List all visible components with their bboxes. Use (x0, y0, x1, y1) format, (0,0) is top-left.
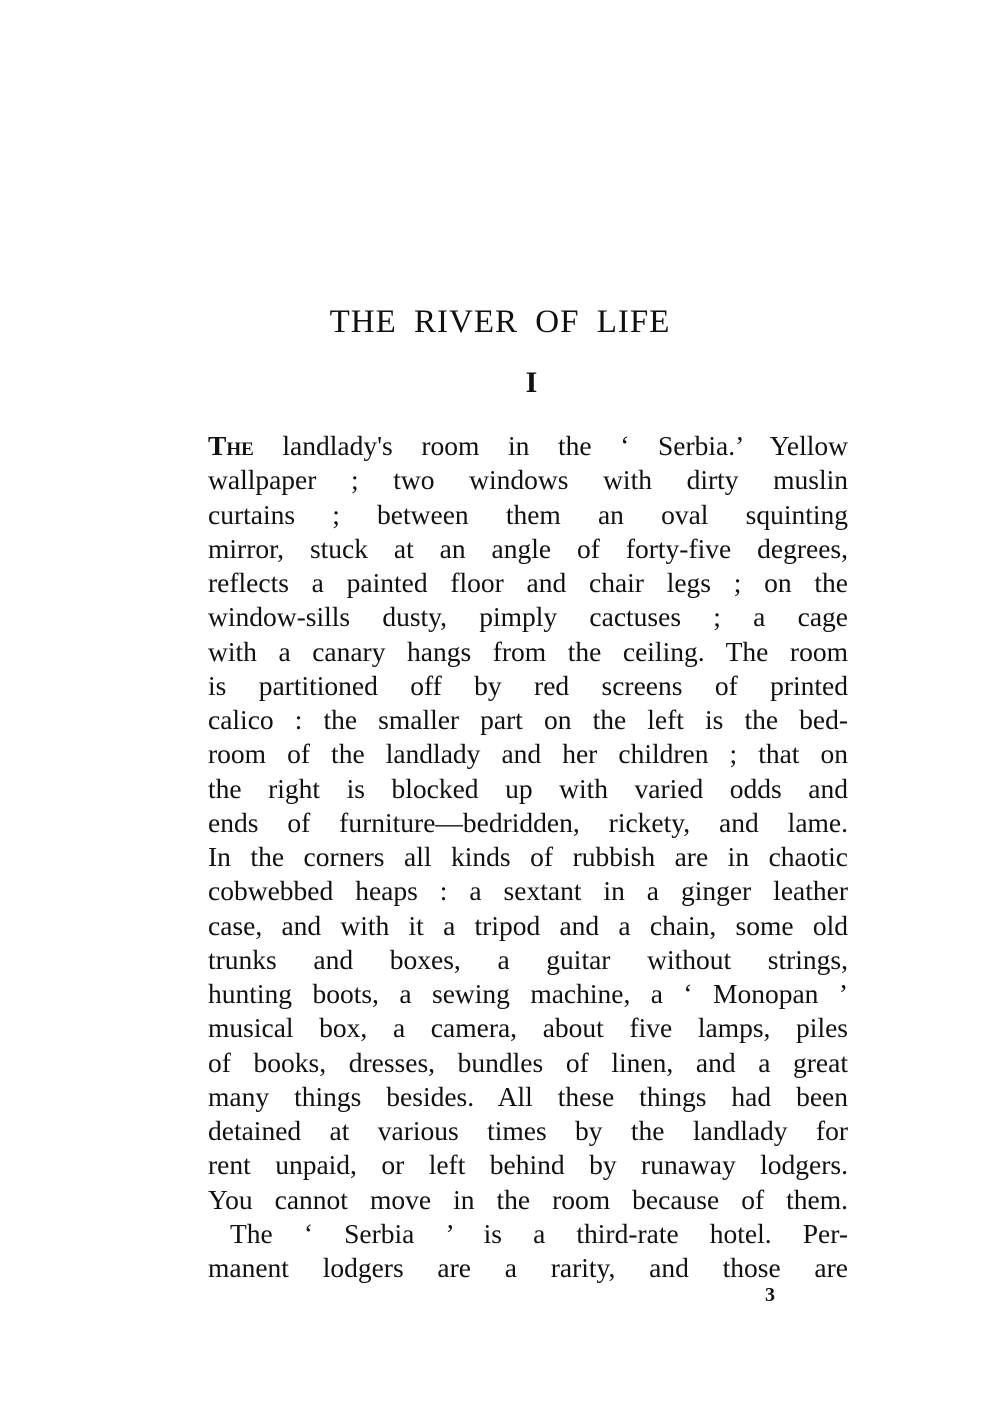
drop-word: The (208, 430, 254, 461)
text-line: In the corners all kinds of rubbish are in chaotic (208, 841, 848, 872)
text-line: reflects a painted floor and chair legs ; on the (208, 567, 848, 598)
text-line: window-sills dusty, pimply cactuses ; a cage (208, 601, 848, 633)
text-line: manent lodgers are a rarity, and those are (208, 1252, 848, 1283)
text-line: trunks and boxes, a guitar without strings, (208, 943, 848, 975)
text-line: curtains ; between them an oval squinting (208, 498, 848, 530)
text-line: is partitioned off by red screens of printed (208, 669, 848, 701)
text-line: of books, dresses, bundles of linen, and a great (208, 1046, 848, 1078)
text-line: hunting boots, a sewing machine, a ‘ Monopan ’ (208, 978, 848, 1009)
text-line: You cannot move in the room because of them. (208, 1183, 848, 1215)
text-line: cobwebbed heaps : a sextant in a ginger leather (208, 875, 848, 907)
text-line: mirror, stuck at an angle of forty-five degrees, (208, 532, 848, 564)
text-line: room of the landlady and her children ; that on (208, 738, 848, 770)
line-text: landlady's room in the ‘ Serbia.’ Yellow (253, 430, 848, 461)
text-line: detained at various times by the landlady for (208, 1115, 848, 1146)
text-line: ends of furniture—bedridden, rickety, and lame. (208, 806, 848, 838)
text-line: musical box, a camera, about five lamps, piles (208, 1012, 848, 1044)
body-text (208, 429, 848, 1285)
text-line: the right is blocked up with varied odds and (208, 772, 848, 804)
text-line: The ‘ Serbia ’ is a third-rate hotel. Per- (230, 1217, 848, 1249)
page-number: 3 (765, 1284, 775, 1306)
text-line: wallpaper ; two windows with dirty muslin (208, 464, 848, 496)
text-line: calico : the smaller part on the left is the bed- (208, 704, 848, 735)
text-line: case, and with it a tripod and a chain, some old (208, 909, 848, 941)
text-line: many things besides. All these things had been (208, 1080, 848, 1112)
text-line: with a canary hangs from the ceiling. The room (208, 635, 848, 667)
page-title: THE RIVER OF LIFE (329, 304, 671, 340)
chapter-number: I (525, 366, 538, 399)
text-line: rent unpaid, or left behind by runaway lodgers. (208, 1149, 848, 1181)
text-line (208, 429, 848, 463)
